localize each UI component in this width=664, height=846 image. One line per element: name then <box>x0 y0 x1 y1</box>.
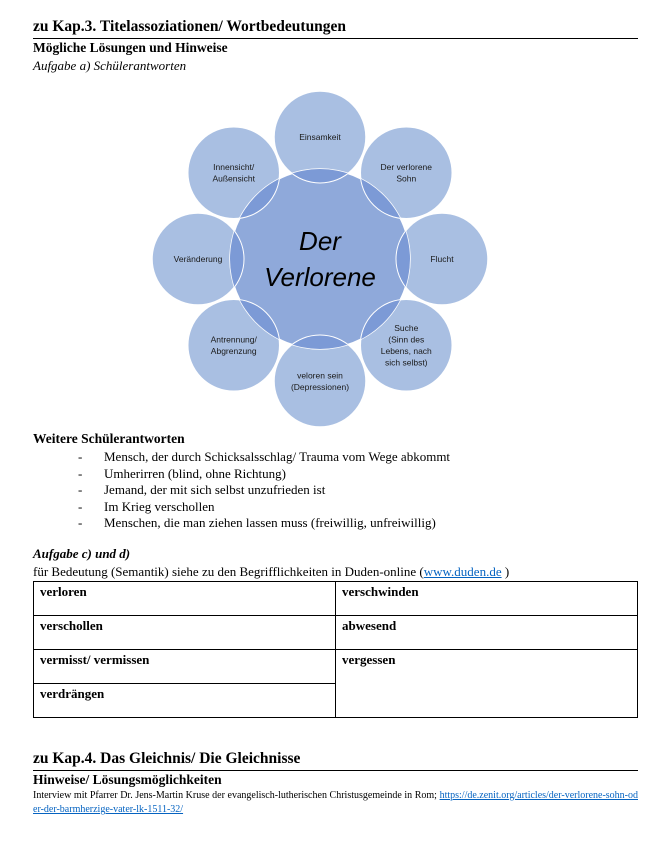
table-row <box>34 582 638 616</box>
more-answers-heading: Weitere Schülerantworten <box>33 431 185 446</box>
zenit-link[interactable]: https://de.zenit.org/articles/der-verlorene-sohn-oder-der-barmherzige-vater-lk-1511-32/ <box>33 790 638 815</box>
node-label: Flucht <box>430 254 454 264</box>
source-text: Interview mit Pfarrer Dr. Jens-Martin Kruse der evangelisch-lutherischen Christusgemeinde in Rom; <box>33 790 440 801</box>
source-reference <box>33 789 638 817</box>
section-4-subheading: Hinweise/ Lösungsmöglichkeiten <box>33 772 222 787</box>
task-a-label: Aufgabe a) Schülerantworten <box>33 58 187 73</box>
section-3-heading: zu Kap.3. Titelassoziationen/ Wortbedeutungen <box>33 18 347 35</box>
node-label: veloren sein <box>297 370 343 381</box>
duden-link[interactable]: www.duden.de <box>423 564 502 579</box>
semantic-note <box>33 564 509 580</box>
semantic-prefix: für Bedeutung (Semantik) siehe zu den Begrifflichkeiten in Duden-online ( <box>33 564 424 579</box>
node-label: Sohn <box>396 173 417 184</box>
section-3-subheading: Mögliche Lösungen und Hinweise <box>33 40 228 55</box>
list-item: - Jemand, der mit sich selbst unzufrieden ist <box>78 482 450 499</box>
word-table <box>33 581 638 718</box>
node-label: Suche <box>394 323 419 334</box>
node-label: sich selbst) <box>385 357 428 368</box>
task-cd-label: Aufgabe c) und d) <box>33 546 131 561</box>
list-item: - Im Krieg verschollen <box>78 499 450 516</box>
table-row <box>34 616 638 650</box>
node-label: (Sinn des <box>388 334 425 345</box>
table-cell: verschollen <box>34 616 336 650</box>
node-label: Lebens, nach <box>380 346 432 357</box>
node-label: Veränderung <box>173 254 223 264</box>
list-item: - Mensch, der durch Schicksalsschlag/ Trauma vom Wege abkommt <box>78 449 450 466</box>
center-word-1: Der <box>299 226 341 256</box>
list-item: - Menschen, die man ziehen lassen muss (freiwillig, unfreiwillig) <box>78 515 450 532</box>
table-cell: abwesend <box>336 616 638 650</box>
node-label: Einsamkeit <box>299 132 341 142</box>
node-label: Antrennung/ <box>210 334 257 345</box>
center-word-2: Verlorene <box>264 262 376 292</box>
node-label: Außensicht <box>212 173 255 184</box>
table-cell: vergessen <box>336 650 638 718</box>
node-label: (Depressionen) <box>290 381 350 392</box>
node-label: Abgrenzung <box>210 346 257 357</box>
heading-rule <box>33 770 638 771</box>
table-cell: vermisst/ vermissen <box>34 650 336 684</box>
list-item: - Umherirren (blind, ohne Richtung) <box>78 466 450 483</box>
node-label: Der verlorene <box>380 161 433 172</box>
table-row <box>34 650 638 684</box>
semantic-suffix: ) <box>501 564 510 579</box>
more-answers-list <box>78 449 450 532</box>
table-cell: verschwinden <box>336 582 638 616</box>
table-cell: verdrängen <box>34 684 336 718</box>
node-label: Innensicht/ <box>213 161 255 172</box>
table-cell: verloren <box>34 582 336 616</box>
section-4-heading: zu Kap.4. Das Gleichnis/ Die Gleichnisse <box>33 750 301 767</box>
